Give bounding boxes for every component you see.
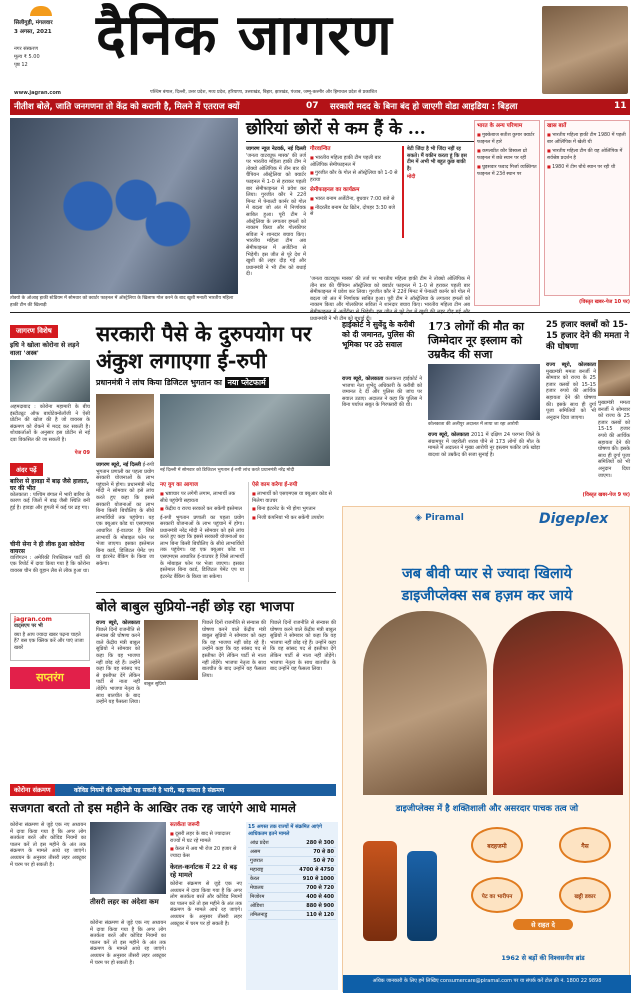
story2-headline: बारिश से हावड़ा में बाढ़ जैसे हालात, घर की भीत	[10, 477, 90, 492]
nurul-body-text: 2011 में दक्षिण 24 परगना जिले के संग्रामपुर में जहरीली शराब पीने से 173 लोगों की मौत के मामले में अदालत ने मुख्य आरोपी नूर इस्लाम फकीर उर्फ खोड़ा बादशा को उम्रकैद की सजा सुनाई है।	[428, 432, 541, 458]
piramal-icon: ◈	[415, 513, 426, 523]
inside-label: अंदर पढ़ें	[10, 463, 43, 476]
hockey-body	[246, 146, 306, 308]
erupi-box	[160, 482, 244, 582]
covid-body-1: कोरोना संक्रमण से जुड़े एक नए अध्ययन में दावा किया गया है कि अगर लोग सतर्कता बरतें और कोविड नियमों का पालन करें तो इस महीने के अंत तक संक्रमण के मामले आधे रह जाएंगे। अध्ययन के अनुसार तीसरी लहर अक्टूबर में चरम पर हो सकती है।	[10, 822, 86, 868]
highlights-list	[547, 132, 627, 172]
app-tag: वाट्सएप पर भी	[14, 623, 43, 629]
table-row	[248, 848, 336, 857]
modi-quote-box	[402, 146, 468, 238]
list-item: ■ घुड़सवार फवाद मिर्जा व्यक्तिगत फाइनल में 23वें स्थान पर	[477, 164, 537, 178]
list-item: ■ भारतीय महिला हाकी टीम 1980 में पहली बार ओलिंपिक में खेली थी	[547, 132, 627, 146]
list-item: ■ बिना इंटरनेट के भी होगा भुगतान	[252, 506, 332, 513]
story1-headline: इधि ने खोला कोरोना से लड़ने वाला 'अस्त्र'	[10, 341, 80, 357]
app-site[interactable]: jagran.com	[14, 615, 52, 623]
story1-page[interactable]: पेज 09	[74, 450, 90, 456]
erupi-box-list	[160, 491, 244, 513]
benefit-label: खट्टी डकार	[574, 894, 596, 900]
ticker-left-page: 07	[306, 101, 319, 111]
story1-body: अहमदाबाद : कोरोना महामारी के बीच इंस्टीट्यूट ऑफ बायोटेक्नोलॉजी ने ऐसी प्रोटीन की खोज की है जो वायरस के संक्रमण को रोकने में मदद कर सकती है। शोधकर्ताओं के अनुसार इस प्रोटीन से नई दवा विकसित की जा सकती है।	[10, 404, 90, 443]
kerala-head: केरल-कर्नाटक में 22 से बढ़ रहे मामले	[170, 863, 238, 879]
alert-list	[170, 831, 242, 859]
table-row	[248, 884, 336, 893]
list-item: ■ भारत बनाम अर्जेंटीना, बुधवार 7:00 बजे से	[310, 196, 398, 203]
hockey-photo	[10, 118, 238, 294]
jagran-app-box[interactable]	[10, 613, 90, 661]
nurul-photo	[428, 364, 540, 420]
supriyo-body-2: पिछले दिनों राजनीति से संन्यास की घोषणा करने वाले केंद्रीय मंत्री बाबुल सुप्रियो ने सोमवार को कहा कि वह भाजपा नहीं छोड़ रहे हैं। उन्होंने कहा कि वह सांसद पद से इस्तीफा देंगे लेकिन पार्टी से नाता नहीं तोड़ेंगे। भाजपा नेतृत्व के साथ बातचीत के बाद उन्होंने यह फैसला लिया।	[202, 620, 266, 679]
case-range: 400 से 400	[281, 893, 336, 902]
issue-date: 3 अगस्त, 2021	[14, 29, 52, 35]
benefit-badge	[471, 877, 523, 913]
erupi-body-2: ई-रुपी भुगतान प्रणाली का पहला प्रयोग सरकारी योजनाओं के लाभ पहुंचाने में होगा। प्रधानमंत्री नरेंद्र मोदी ने सोमवार को इसे लांच करते हुए कहा कि इससे सरकारी योजनाओं का लाभ बिना किसी बिचौलिए के सीधे लाभार्थियों तक पहुंचेगा। यह एक क्यूआर कोड या एसएमएस आधारित ई-वाउचर है जिसे लाभार्थी के मोबाइल फोन पर भेजा जाएगा। इसका इस्तेमाल बिना कार्ड, डिजिटल पेमेंट एप या इंटरनेट बैंकिंग के किया जा सकेगा।	[160, 514, 244, 580]
supriyo-headline: बोले बाबुल सुप्रियो-नहीं छोड़ रहा भाजपा	[96, 599, 294, 615]
erupi-subhead	[96, 378, 336, 388]
table-row	[248, 866, 336, 875]
ad-line2: डाइजीप्लेक्स सब हज़म कर जाये	[401, 588, 573, 604]
story3-body: वाशिंगटन : अमेरिकी रिपब्लिकन पार्टी की एक रिपोर्ट में दावा किया गया है कि कोरोना वायरस चीन की वुहान लैब से लीक हुआ था।	[10, 554, 90, 574]
ad-bottles	[353, 821, 453, 951]
modi-launch-photo	[160, 394, 330, 466]
edition: नगर संस्करण	[14, 46, 39, 52]
clubs-more[interactable]: (विस्तृत खबर-पेज 9 पर)	[582, 492, 630, 498]
mamata-photo	[598, 360, 630, 396]
list-item: ■ केंद्रीय व राज्य सरकारें कर सकेंगी इस्तेमाल	[160, 506, 244, 513]
story1-photo	[10, 360, 90, 402]
erupi-body-text: ई-रुपी भुगतान प्रणाली का पहला प्रयोग सरकारी योजनाओं के लाभ पहुंचाने में होगा। प्रधानमंत्री नरेंद्र मोदी ने सोमवार को इसे लांच करते हुए कहा कि इससे सरकारी योजनाओं का लाभ बिना किसी बिचौलिए के सीधे लाभार्थियों तक पहुंचेगा। यह एक क्यूआर कोड या एसएमएस आधारित ई-वाउचर है जिसे लाभार्थी के मोबाइल फोन पर भेजा जाएगा। इसका इस्तेमाल बिना कार्ड, डिजिटल पेमेंट एप या इंटरनेट बैंकिंग के किया जा सकेगा।	[96, 462, 154, 567]
case-range: 110 से 120	[281, 911, 336, 920]
covid-label: कोरोना संक्रमण	[10, 784, 55, 796]
top-ticker	[10, 99, 630, 115]
results-head: भारत के अन्य परिणाम	[477, 123, 523, 129]
bottle-icon	[407, 851, 437, 941]
clubs-body-2: मुख्यमंत्री ममता बनर्जी ने सोमवार को राज्य के 25 हजार क्लबों को 15-15 हजार रुपये की आर्थिक सहायता देने की घोषणा की। इसके साथ ही दुर्गा पूजा समितियों को भी अनुदान दिया जाएगा।	[598, 400, 630, 479]
advertiser-portrait	[542, 6, 628, 94]
ticker-right[interactable]: सरकारी मदद के बिना बंद हो जाएगी वोडा आइडिया : बिड़ला	[330, 102, 518, 112]
schedule-head: सेमीफाइनल का कार्यक्रम	[310, 187, 360, 193]
erupi-headline: सरकारी पैसे के दुरुपयोग पर अंकुश लगाएगा ई-रुपी	[96, 321, 312, 373]
erupi-subhead-tag: नया प्लेटफार्म	[225, 377, 269, 388]
supriyo-body-1	[96, 620, 140, 750]
hockey-body-text: 'जनता वाटरप्रूफ मास्क' की तर्ज पर भारतीय महिला हाकी टीम ने तोक्यो ओलिंपिक में तीन बार की चैंपियन ऑस्ट्रेलिया को क्वार्टर फाइनल में 1-0 से हराकर पहली बार सेमीफाइनल में प्रवेश कर लिया। गुरजीत कौर ने 22वें मिनट में पेनाल्टी कार्नर को गोल में बदला जो अंत में निर्णायक साबित हुआ। पूरी टीम ने ऑस्ट्रेलिया के लगातार हमलों को नाकाम किया और गोलकीपर सविता ने शानदार बचाव किए। भारतीय महिला टीम अब सेमीफाइनल में अर्जेंटीना से भिड़ेगी। इस जीत से पूरे देश में खुशी की लहर दौड़ गई और प्रधानमंत्री ने भी टीम को बधाई दी।	[246, 152, 306, 278]
hockey-side-box	[310, 146, 398, 272]
state-name: तमिलनाडु	[248, 911, 281, 920]
publishing-regions: पश्चिम बंगाल, दिल्ली, उत्तर प्रदेश, मध्य प्रदेश, हरियाणा, उत्तराखंड, बिहार, झारखंड, पंजाब, जम्मू-कश्मीर और हिमाचल प्रदेश से प्रकाशित	[150, 90, 377, 95]
supriyo-body-text: पिछले दिनों राजनीति से संन्यास की घोषणा करने वाले केंद्रीय मंत्री बाबुल सुप्रियो ने सोमवार को कहा कि वह भाजपा नहीं छोड़ रहे हैं। उन्होंने कहा कि वह सांसद पद से इस्तीफा देंगे लेकिन पार्टी से नाता नहीं तोड़ेंगे। भाजपा नेतृत्व के साथ बातचीत के बाद उन्होंने यह फैसला लिया।	[96, 626, 140, 706]
table-row	[248, 857, 336, 866]
relief-pill: से राहत दे	[513, 919, 573, 930]
paper-title: दैनिक जागरण	[96, 2, 393, 68]
hockey-byline: जागरण न्यूज नेटवर्क, नई दिल्ली	[246, 146, 306, 152]
list-item: ■ 1980 में टीम चौथे स्थान पर रही थी	[547, 164, 627, 172]
quote-text: बेटी जिंदा है भी जिंदा नहीं रह सकते। मैं यकीन करता हूं कि इस टीम में अभी भी बहुत कुछ बाकी है।	[407, 146, 467, 172]
page-count: पृष्ठ 12	[14, 62, 28, 68]
saptrang-banner[interactable]	[10, 667, 90, 689]
hockey-more[interactable]: (विस्तृत खबर-पेज 10 पर)	[579, 299, 630, 305]
erupi-photo	[96, 394, 154, 458]
state-name: मेघालय	[248, 884, 281, 893]
erupi-subhead-text: प्रधानमंत्री ने लांच किया डिजिटल भुगतान का	[96, 378, 222, 387]
app-text: क्या है आप ज्यादा खबर पढ़ना चाहते हैं? बस एक क्लिक करें और पाएं ताजा खबरें	[14, 631, 84, 651]
table-row	[248, 893, 336, 902]
price: मूल्य ₹ 5.00	[14, 54, 40, 60]
highlights-sidebar	[544, 120, 630, 296]
state-name: असम	[248, 848, 281, 857]
masthead	[0, 0, 640, 98]
digeplex-logo: Digeplex	[539, 511, 609, 527]
list-item: ■ मुक्केबाज सतीश कुमार क्वार्टर फाइनल में हारे	[477, 132, 537, 146]
list-item: ■ लाभार्थी को एसएमएस या क्यूआर कोड से मिलेगा वाउचर	[252, 491, 332, 504]
list-item: ■ केरल में अब भी रोज 20 हजार से ज्यादा केस	[170, 846, 242, 859]
erupi-box-head: नए युग का आगाज	[160, 482, 198, 488]
section-divider-1	[10, 312, 630, 313]
supriyo-rule	[96, 592, 336, 593]
list-item: ■ दूसरी लहर के बाद से ज्यादातर राज्यों में घट रहे मामले	[170, 831, 242, 844]
website[interactable]: www.jagran.com	[14, 90, 62, 96]
erupi-byline: जागरण ब्यूरो, नई दिल्ली	[96, 462, 141, 468]
left-column	[10, 318, 90, 780]
hockey-players-shape	[40, 158, 200, 278]
proud-head: गौरवान्वित	[310, 146, 331, 152]
case-range: 910 से 1000	[281, 875, 336, 884]
state-name: मिजोरम	[248, 893, 281, 902]
erupi-how-box	[248, 482, 332, 582]
clubs-body-text: मुख्यमंत्री ममता बनर्जी ने सोमवार को राज्य के 25 हजार क्लबों को 15-15 हजार रुपये की आर्थिक सहायता देने की घोषणा की। इसके साथ ही दुर्गा पूजा समितियों को भी अनुदान दिया जाएगा।	[546, 368, 596, 421]
ad-years: 1962 से बड़ों की विश्वसनीय ब्रांड	[501, 954, 585, 962]
story3-headline: चीनी सेना ने ही लीक हुआ कोरोना वायरस	[10, 540, 85, 555]
clubs-headline: 25 हजार क्लबों को 15-15 हजार देने की ममता ने की घोषणा	[546, 320, 630, 352]
case-range: 280 से 300	[281, 839, 336, 848]
bottle-icon	[363, 841, 397, 941]
covid-table-box	[246, 822, 338, 990]
case-range: 70 से 80	[281, 848, 336, 857]
highcourt-body-text: कलकत्ता हाईकोर्ट ने भाजपा नेता शुभेंदु अधिकारी के करीबी को जमानत दे दी और पुलिस की जांच पर सवाल उठाए। अदालत ने कहा कि पुलिस ने बिना पर्याप्त सबूत के गिरफ्तारी की थी।	[342, 376, 422, 409]
supriyo-byline: राज्य ब्यूरो, कोलकाता	[96, 620, 140, 626]
benefit-badge	[471, 827, 523, 863]
hockey-body-continued: 'जनता वाटरप्रूफ मास्क' की तर्ज पर भारतीय महिला हाकी टीम ने तोक्यो ओलिंपिक में तीन बार की चैंपियन ऑस्ट्रेलिया को क्वार्टर फाइनल में 1-0 से हराकर पहली बार सेमीफाइनल में प्रवेश कर लिया। गुरजीत कौर ने 22वें मिनट में पेनाल्टी कार्नर को गोल में बदला जो अंत में निर्णायक साबित हुआ। पूरी टीम ने ऑस्ट्रेलिया के लगातार हमलों को नाकाम किया और गोलकीपर सविता ने शानदार बचाव किए। भारतीय महिला टीम अब प्रधानमंत्री ने भी टीम को बधाई दी।	[310, 276, 470, 322]
supriyo-body-3: पिछले दिनों राजनीति से संन्यास की घोषणा करने वाले केंद्रीय मंत्री बाबुल सुप्रियो ने सोमवार को कहा कि वह भाजपा नहीं छोड़ रहे हैं। उन्होंने कहा कि वह सांसद पद से इस्तीफा देंगे लेकिन पार्टी से नाता नहीं तोड़ेंगे। भाजपा नेतृत्व के साथ बातचीत के बाद उन्होंने यह फैसला लिया।	[270, 620, 336, 673]
state-name: आंध्र प्रदेश	[248, 839, 281, 848]
erupi-body-1	[96, 462, 154, 582]
special-label: जागरण विशेष	[10, 325, 58, 338]
state-name: महाराष्ट्र	[248, 866, 281, 875]
benefit-label: बदहजमी	[487, 843, 507, 850]
results-sidebar	[474, 120, 540, 306]
case-range: 50 से 70	[281, 857, 336, 866]
clubs-byline: राज्य ब्यूरो, कोलकाता	[546, 362, 596, 368]
ad-tagline: डाइजीप्लेक्स में है शक्तिशाली और असरदार पाचक तत्व जो	[395, 804, 579, 814]
list-item: ■ कमलप्रीत कौर डिस्कस थ्रो फाइनल में छठे स्थान पर रहीं	[477, 148, 537, 162]
schedule-list	[310, 196, 398, 218]
highlights-head: खास बातें	[547, 123, 567, 129]
ad-benefit-badges	[463, 827, 623, 937]
ad-contact-bar[interactable]: अधिक जानकारी के लिए हमें लिखिए consumercare@piramal.com पर या संपर्क करें टोल फ्री नं. 1800 22 9898	[343, 975, 631, 993]
covid-body-3: कोरोना संक्रमण से जुड़े एक नए अध्ययन में दावा किया गया है कि अगर लोग सतर्कता बरतें और कोविड नियमों का पालन करें तो इस महीने के अंत तक संक्रमण के मामले आधे रह जाएंगे। अध्ययन के अनुसार तीसरी लहर अक्टूबर में चरम पर हो सकती है।	[170, 881, 242, 927]
hockey-headline: छोरियां छोरों से कम हैं के ...	[246, 119, 426, 139]
results-list	[477, 132, 537, 178]
case-range: 700 से 720	[281, 884, 336, 893]
table-row	[248, 839, 336, 848]
list-item: ■ भारतीय महिला हाकी टीम पहली बार ओलिंपिक सेमीफाइनल में	[310, 155, 398, 168]
covid-headline: सजगता बरतो तो इस महीने के आखिर तक रह जाएंगे आधे मामले	[10, 801, 296, 815]
supriyo-caption: बाबुल सुप्रियो	[144, 682, 166, 687]
table-row	[248, 911, 336, 920]
table-row	[248, 875, 336, 884]
ad-man-figure	[363, 611, 487, 795]
covid-table-head: 15 अगस्त तक राज्यों में संक्रमित आएंगे आधिकतम इतने मामले	[248, 824, 322, 837]
hockey-caption: तोक्यो के ओआइ हाकी स्टेडियम में सोमवार को क्वार्टर फाइनल में ऑस्ट्रेलिया के खिलाफ गोल करने के बाद खुशी मनाती भारतीय महिला हाकी टीम की खिलाड़ी	[10, 296, 234, 308]
covid-photo	[90, 822, 166, 894]
state-name: गुजरात	[248, 857, 281, 866]
covid-alert	[170, 822, 242, 990]
highcourt-byline: राज्य ब्यूरो, कोलकाता	[342, 376, 384, 382]
benefit-badge	[559, 827, 611, 863]
nurul-byline: राज्य ब्यूरो, कोलकाता	[428, 432, 469, 438]
ad-woman-figure	[493, 611, 623, 795]
benefit-badge	[559, 877, 611, 913]
ticker-left[interactable]: नीतीश बोले, जाति जनगणना तो केंद्र को करानी है, मिलने में एतराज क्यों	[14, 102, 240, 112]
covid-ticker	[10, 784, 336, 796]
clubs-body	[546, 362, 596, 490]
case-range: 880 से 900	[281, 902, 336, 911]
table-row	[248, 902, 336, 911]
covid-ticker-text: कोविड नियमों की अनदेखी पड़ सकती है भारी, बढ़ सकता है संक्रमण	[74, 787, 225, 794]
covid-body-2: कोरोना संक्रमण से जुड़े एक नए अध्ययन में दावा किया गया है कि अगर लोग सतर्कता बरतें और कोविड नियमों का पालन करें तो इस महीने के अंत तक संक्रमण के मामले आधे रह जाएंगे। अध्ययन के अनुसार तीसरी लहर अक्टूबर में चरम पर हो सकती है।	[90, 920, 166, 966]
benefit-label: पेट का भारीपन	[481, 894, 513, 900]
digeplex-ad[interactable]	[342, 506, 630, 992]
list-item: ■ भारतीय महिला टीम की यह ओलिंपिक में सर्वश्रेष्ठ प्रदर्शन है	[547, 148, 627, 162]
nurul-headline: 173 लोगों की मौत का जिम्मेदार नूर इस्लाम को उम्रकैद की सजा	[428, 320, 524, 361]
hockey-body-col3	[310, 276, 470, 322]
alert-head: सतर्कता जरूरी	[170, 822, 200, 828]
piramal-logo	[415, 513, 464, 523]
piramal-label: Piramal	[425, 513, 464, 523]
list-item: ■ गुरजीत कौर के गोल से ऑस्ट्रेलिया को 1-0 से हराया	[310, 170, 398, 183]
city-date: सिलीगुड़ी, मंगलवार	[14, 20, 53, 26]
list-item: ■ नीदरलैंड बनाम ग्रेट ब्रिटेन, दोपहर 3:30 बजे से	[310, 205, 398, 218]
erupi-caption: नई दिल्ली में सोमवार को डिजिटल भुगतान ई-रुपी लांच करते प्रधानमंत्री नरेंद्र मोदी	[160, 468, 295, 473]
proud-bullets	[310, 155, 398, 183]
state-name: ओडिशा	[248, 902, 281, 911]
list-item: ■ निजी कंपनियां भी कर सकेंगी उपयोग	[252, 515, 332, 522]
quote-author: मोदी	[407, 174, 416, 180]
covid-state-table	[248, 839, 336, 920]
saptrang-label: सप्तरंग	[36, 670, 64, 684]
ad-line1: जब बीवी प्यार से ज्यादा खिलाये	[402, 566, 572, 582]
story2-body: कोलकाता : पश्चिम बंगाल में भारी बारिश के कारण कई जिलों में बाढ़ जैसी स्थिति बनी हुई है। हावड़ा और हुगली में कई घर ढह गए।	[10, 491, 90, 511]
how-list	[252, 491, 332, 521]
ticker-right-page: 11	[614, 101, 627, 111]
highcourt-headline: हाईकोर्ट ने सुवेंदु के करीबी को दी जमानत, पुलिस की भूमिका पर उठे सवाल	[342, 320, 415, 349]
jagran-sun-logo	[30, 6, 52, 16]
benefit-label: गैस	[581, 843, 589, 850]
state-name: केरल	[248, 875, 281, 884]
case-range: 4700 से 4750	[281, 866, 336, 875]
nurul-caption: कोलकाता की अलीपुर अदालत में लाया जा रहा आरोपी	[428, 422, 519, 427]
covid-caption-head: तीसरी लहर का अंदेशा कम	[90, 898, 159, 906]
list-item: ■ भ्रष्टाचार पर लगेगी लगाम, लाभार्थी तक सीधे पहुंचेगी सहायता	[160, 491, 244, 504]
how-head: ऐसे काम करेगा ई-रुपी	[252, 482, 298, 488]
supriyo-photo	[144, 620, 198, 680]
